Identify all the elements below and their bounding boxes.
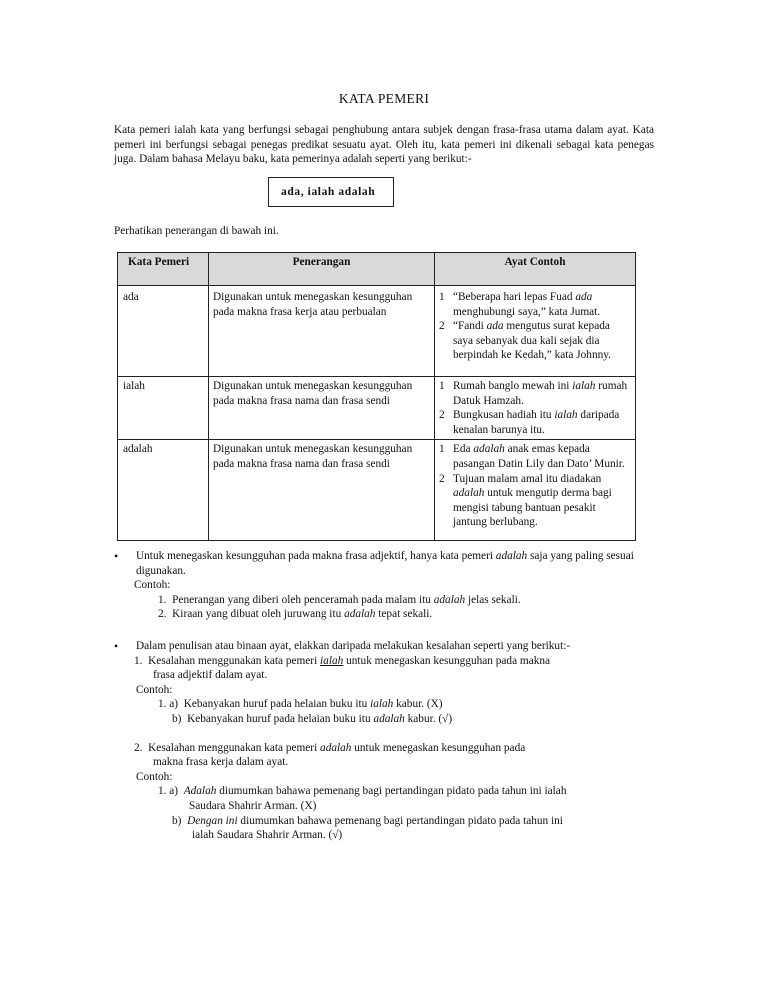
cell-desc: Digunakan untuk menegaskan kesungguhan pada makna frasa kerja atau perbualan (209, 286, 435, 377)
example-item: 1. Penerangan yang diberi oleh penceramah pada malam itu adalah jelas sekali. (158, 593, 521, 606)
cell-word: adalah (118, 440, 209, 541)
example-item: 1 Rumah banglo mewah ini ialah rumah Datuk Hamzah. (439, 380, 628, 407)
bullet-text: Untuk menegaskan kesungguhan pada makna frasa adjektif, hanya kata pemeri adalah saja yang paling sesuai digunakan. (136, 550, 634, 577)
cell-examples (435, 440, 636, 541)
bullet-icon: • (114, 639, 119, 653)
table-row (118, 286, 636, 377)
point-1: 1. Kesalahan menggunakan kata pemeri ialah untuk menegaskan kesungguhan pada makna (134, 654, 551, 667)
cell-examples (435, 377, 636, 440)
header-kata-pemeri: Kata Pemeri (118, 253, 209, 286)
contoh-label: Contoh: (134, 579, 171, 592)
contoh-label: Contoh: (136, 683, 173, 696)
table-header-row (118, 253, 636, 286)
point-2: 2. Kesalahan menggunakan kata pemeri adalah untuk menegaskan kesungguhan pada (134, 741, 526, 754)
example-item: b) Kebanyakan huruf pada helaian buku itu adalah kabur. (√) (172, 712, 453, 725)
cell-desc: Digunakan untuk menegaskan kesungguhan pada makna frasa nama dan frasa sendi (209, 377, 435, 440)
example-item: 1. a) Kebanyakan huruf pada helaian buku itu ialah kabur. (X) (158, 698, 443, 711)
cell-word: ada (118, 286, 209, 377)
example-item: 2 Tujuan malam amal itu diadakan adalah untuk mengutip derma bagi mengisi tabung bantuan pesakit jantung berlubang. (439, 472, 612, 529)
bullet-icon: • (114, 549, 119, 563)
header-penerangan: Penerangan (209, 253, 435, 286)
table-note: Perhatikan penerangan di bawah ini. (114, 225, 279, 237)
contoh-label: Contoh: (136, 770, 173, 783)
bullet-kesalahan: • Dalam penulisan atau binaan ayat, elakkan daripada melakukan kesalahan seperti yang berikut:- 1. Kesalahan menggunakan kata pemeri ialah untuk menegaskan kesungguhan pada makna frasa adjektif dalam ayat. Contoh: 1. a) Kebanyakan huruf pada helaian buku itu ialah kabur. (X) b) Kebanyakan huruf pada helaian buku itu adalah kabur. (√) 2. Kesalahan menggunakan kata pemeri adalah untuk menegaskan kesungguhan pada makna frasa kerja dalam ayat. Contoh: 1. a) Adalah diumumkan bahawa pemenang bagi pertandingan pidato pada tahun ini ialah Saudara Shahrir Arman. (X) b) Dengan ini diumumkan bahawa pemenang bagi pertandingan pidato pada tahun ini ialah Saudara Shahrir Arman. (√) (114, 639, 674, 843)
cell-word: ialah (118, 377, 209, 440)
table-row (118, 377, 636, 440)
cell-examples (435, 286, 636, 377)
example-item: 2. Kiraan yang dibuat oleh juruwang itu adalah tepat sekali. (158, 608, 433, 621)
example-item: 1 “Beberapa hari lepas Fuad ada menghubungi saya,” kata Jumat. (439, 291, 601, 318)
cell-desc: Digunakan untuk menegaskan kesungguhan pada makna frasa nama dan frasa sendi (209, 440, 435, 541)
intro-paragraph: Kata pemeri ialah kata yang berfungsi sebagai penghubung antara subjek dengan frasa-frasa utama dalam ayat. Kata pemeri ini berfungsi sebagai penegas predikat sesuatu ayat. Oleh itu, kata pemeri ini dikenali sebagai kata penegas juga. Dalam bahasa Melayu baku, kata pemerinya adalah seperti yang berikut:- (114, 124, 654, 166)
example-item: 1. a) Adalah diumumkan bahawa pemenang bagi pertandingan pidato pada tahun ini ialah (158, 785, 567, 798)
example-item: 1 Eda adalah anak emas kepada pasangan Datin Lily dan Dato’ Munir. (439, 443, 625, 470)
page-title: KATA PEMERI (338, 91, 430, 106)
pemeri-words-box: ada, ialah adalah (268, 177, 394, 207)
bullet-adjektif (114, 549, 674, 622)
bullet-text: Dalam penulisan atau binaan ayat, elakkan daripada melakukan kesalahan seperti yang berikut:- (136, 640, 571, 652)
example-item: 2 “Fandi ada mengutus surat kepada saya sebanyak dua kali sejak dia berpindah ke Kedah,” kata Johnny. (439, 320, 611, 362)
table-row (118, 440, 636, 541)
pemeri-table (117, 252, 636, 541)
example-item: 2 Bungkusan hadiah itu ialah daripada kenalan barunya itu. (439, 409, 620, 436)
header-ayat-contoh: Ayat Contoh (435, 253, 636, 286)
example-item: b) Dengan ini diumumkan bahawa pemenang bagi pertandingan pidato pada tahun ini (172, 814, 563, 827)
